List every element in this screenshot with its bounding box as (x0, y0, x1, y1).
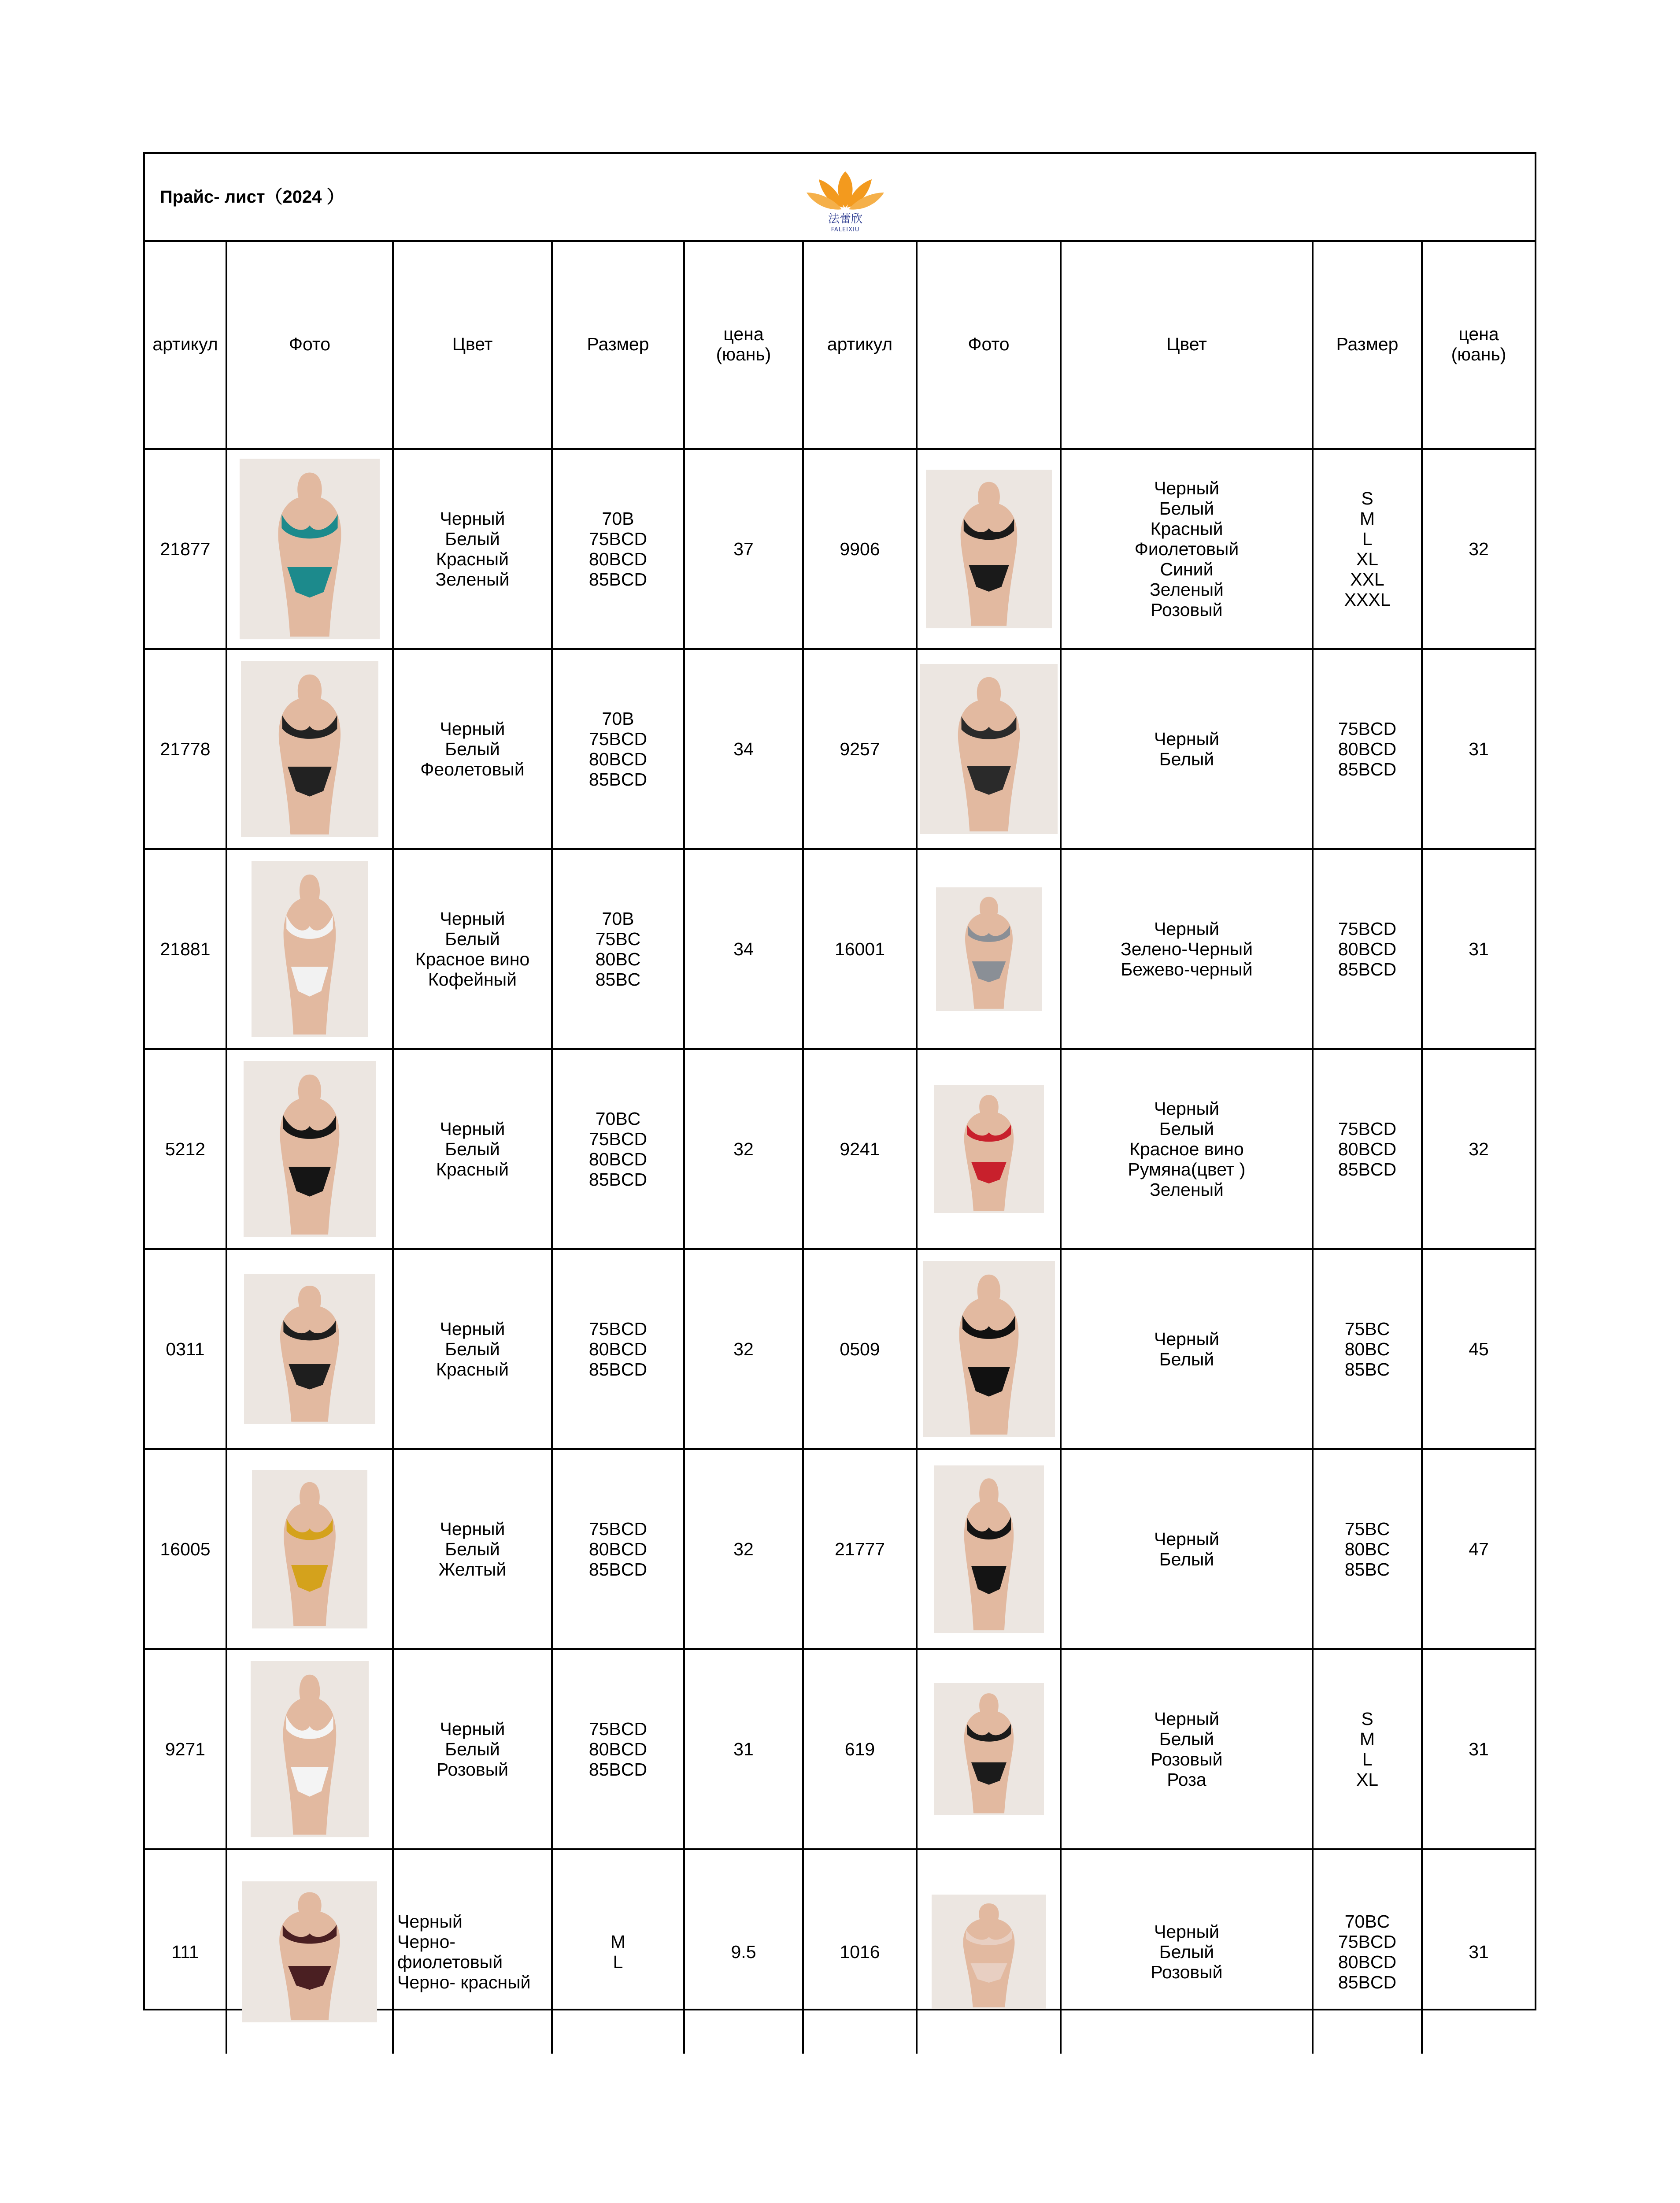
price-cell: 34 (684, 849, 803, 1049)
color-cell: Черный Белый Розовый Роза (1061, 1649, 1313, 1849)
size-cell: S M L XL XXL XXXL (1313, 449, 1422, 649)
header-sku-left: артикул (145, 240, 226, 449)
product-photo (923, 1261, 1055, 1437)
header-photo-left: Фото (226, 240, 393, 449)
header-color-left: Цвет (393, 240, 552, 449)
product-photo (926, 470, 1052, 628)
price-cell: 31 (684, 1649, 803, 1849)
price-cell: 31 (1422, 1649, 1535, 1849)
size-cell: 75BCD 80BCD 85BCD (1313, 649, 1422, 849)
color-cell: Черный Белый Красный (393, 1049, 552, 1249)
photo-cell (226, 849, 393, 1049)
lingerie-model-image-icon (936, 887, 1042, 1011)
price-cell: 31 (1422, 649, 1535, 849)
price-sheet (143, 152, 1536, 2010)
sku-cell: 21877 (145, 449, 226, 649)
sku-cell: 16005 (145, 1449, 226, 1649)
price-cell: 47 (1422, 1449, 1535, 1649)
size-cell: 70BC 75BCD 80BCD 85BCD (552, 1049, 684, 1249)
lingerie-model-image-icon (934, 1683, 1044, 1815)
color-cell: Черный Белый Розовый (393, 1649, 552, 1849)
logo-latin-text: FALEIXIU (831, 226, 860, 233)
lingerie-model-image-icon (932, 1895, 1046, 2009)
product-photo (242, 1881, 377, 2022)
lingerie-model-image-icon (934, 1085, 1044, 1213)
table-row (145, 449, 1535, 649)
photo-cell (226, 1049, 393, 1249)
size-cell: S M L XL (1313, 1649, 1422, 1849)
color-cell: Черный Белый Желтый (393, 1449, 552, 1649)
sku-cell: 9241 (803, 1049, 917, 1249)
photo-cell (917, 849, 1061, 1049)
photo-cell (917, 449, 1061, 649)
color-cell: Черный Белый (1061, 1449, 1313, 1649)
photo-cell (917, 1649, 1061, 1849)
product-photo (251, 1661, 369, 1837)
sku-cell: 21778 (145, 649, 226, 849)
price-cell: 31 (1422, 1849, 1535, 2054)
size-cell: 75BC 80BC 85BC (1313, 1449, 1422, 1649)
sku-cell: 5212 (145, 1049, 226, 1249)
table-row (145, 1649, 1535, 1849)
lingerie-model-image-icon (251, 1661, 369, 1837)
logo-cn-text: 法蕾欣 (828, 212, 863, 226)
color-cell: Черный Белый (1061, 1249, 1313, 1449)
lotus-logo-icon (801, 163, 889, 234)
product-photo (932, 1895, 1046, 2009)
sku-cell: 619 (803, 1649, 917, 1849)
color-cell: Черный Белый (1061, 649, 1313, 849)
sku-cell: 16001 (803, 849, 917, 1049)
size-cell: 75BCD 80BCD 85BCD (552, 1249, 684, 1449)
photo-cell (917, 649, 1061, 849)
color-cell: Черный Белый Красный Зеленый (393, 449, 552, 649)
lingerie-model-image-icon (252, 1470, 367, 1628)
sku-cell: 111 (145, 1849, 226, 2054)
table-row (145, 1249, 1535, 1449)
photo-cell (226, 1249, 393, 1449)
product-photo (934, 1683, 1044, 1815)
photo-cell (226, 1849, 393, 2054)
header-color-right: Цвет (1061, 240, 1313, 449)
header-size-left: Размер (552, 240, 684, 449)
product-photo (240, 459, 380, 639)
size-cell: M L (552, 1849, 684, 2054)
size-cell: 70BC 75BCD 80BCD 85BCD (1313, 1849, 1422, 2054)
header-sku-right: артикул (803, 240, 917, 449)
product-photo (252, 1470, 367, 1628)
size-cell: 75BCD 80BCD 85BCD (1313, 849, 1422, 1049)
table-row (145, 849, 1535, 1049)
price-cell: 9.5 (684, 1849, 803, 2054)
size-cell: 75BCD 80BCD 85BCD (552, 1449, 684, 1649)
photo-cell (226, 649, 393, 849)
product-photo (934, 1465, 1044, 1633)
header-row (145, 240, 1535, 449)
title-row (145, 154, 1535, 242)
photo-cell (226, 449, 393, 649)
product-photo (244, 1274, 375, 1424)
lingerie-model-image-icon (926, 470, 1052, 628)
product-photo (934, 1085, 1044, 1213)
sku-cell: 0311 (145, 1249, 226, 1449)
table-row (145, 649, 1535, 849)
sku-cell: 1016 (803, 1849, 917, 2054)
price-table (145, 240, 1535, 2054)
sku-cell: 9906 (803, 449, 917, 649)
lingerie-model-image-icon (241, 661, 378, 837)
photo-cell (917, 1249, 1061, 1449)
brand-logo (801, 163, 889, 234)
price-cell: 32 (684, 1249, 803, 1449)
color-cell: Черный Белый Феолетовый (393, 649, 552, 849)
sku-cell: 9257 (803, 649, 917, 849)
size-cell: 75BCD 80BCD 85BCD (1313, 1049, 1422, 1249)
size-cell: 75BC 80BC 85BC (1313, 1249, 1422, 1449)
lingerie-model-image-icon (244, 1061, 376, 1237)
lingerie-model-image-icon (923, 1261, 1055, 1437)
price-cell: 32 (1422, 449, 1535, 649)
price-cell: 45 (1422, 1249, 1535, 1449)
header-size-right: Размер (1313, 240, 1422, 449)
lingerie-model-image-icon (242, 1881, 377, 2022)
table-row (145, 1449, 1535, 1649)
product-photo (936, 887, 1042, 1011)
photo-cell (917, 1849, 1061, 2054)
price-cell: 31 (1422, 849, 1535, 1049)
price-cell: 32 (684, 1449, 803, 1649)
sku-cell: 21881 (145, 849, 226, 1049)
product-photo (920, 664, 1058, 834)
lingerie-model-image-icon (240, 459, 380, 639)
header-photo-right: Фото (917, 240, 1061, 449)
lingerie-model-image-icon (252, 861, 368, 1037)
price-cell: 37 (684, 449, 803, 649)
color-cell: Черный Зелено-Черный Бежево-черный (1061, 849, 1313, 1049)
color-cell: Черный Белый Красное вино Кофейный (393, 849, 552, 1049)
color-cell: Черный Белый Красный (393, 1249, 552, 1449)
photo-cell (226, 1449, 393, 1649)
size-cell: 75BCD 80BCD 85BCD (552, 1649, 684, 1849)
price-cell: 34 (684, 649, 803, 849)
lingerie-model-image-icon (244, 1274, 375, 1424)
size-cell: 70B 75BCD 80BCD 85BCD (552, 649, 684, 849)
color-cell: Черный Белый Красный Фиолетовый Синий Зеленый Розовый (1061, 449, 1313, 649)
size-cell: 70B 75BCD 80BCD 85BCD (552, 449, 684, 649)
color-cell: Черный Белый Розовый (1061, 1849, 1313, 2054)
photo-cell (226, 1649, 393, 1849)
product-photo (241, 661, 378, 837)
price-cell: 32 (1422, 1049, 1535, 1249)
sku-cell: 9271 (145, 1649, 226, 1849)
lingerie-model-image-icon (934, 1465, 1044, 1633)
price-cell: 32 (684, 1049, 803, 1249)
color-cell: Черный Черно- фиолетовый Черно- красный (393, 1849, 552, 2054)
header-price-left: цена (юань) (684, 240, 803, 449)
color-cell: Черный Белый Красное вино Румяна(цвет ) Зеленый (1061, 1049, 1313, 1249)
page-title: Прайс- лист（2024 ） (160, 187, 344, 207)
header-price-right: цена (юань) (1422, 240, 1535, 449)
size-cell: 70B 75BC 80BC 85BC (552, 849, 684, 1049)
sku-cell: 21777 (803, 1449, 917, 1649)
product-photo (252, 861, 368, 1037)
lingerie-model-image-icon (920, 664, 1058, 834)
product-photo (244, 1061, 376, 1237)
table-row (145, 1049, 1535, 1249)
sku-cell: 0509 (803, 1249, 917, 1449)
photo-cell (917, 1049, 1061, 1249)
table-row (145, 1849, 1535, 2054)
photo-cell (917, 1449, 1061, 1649)
